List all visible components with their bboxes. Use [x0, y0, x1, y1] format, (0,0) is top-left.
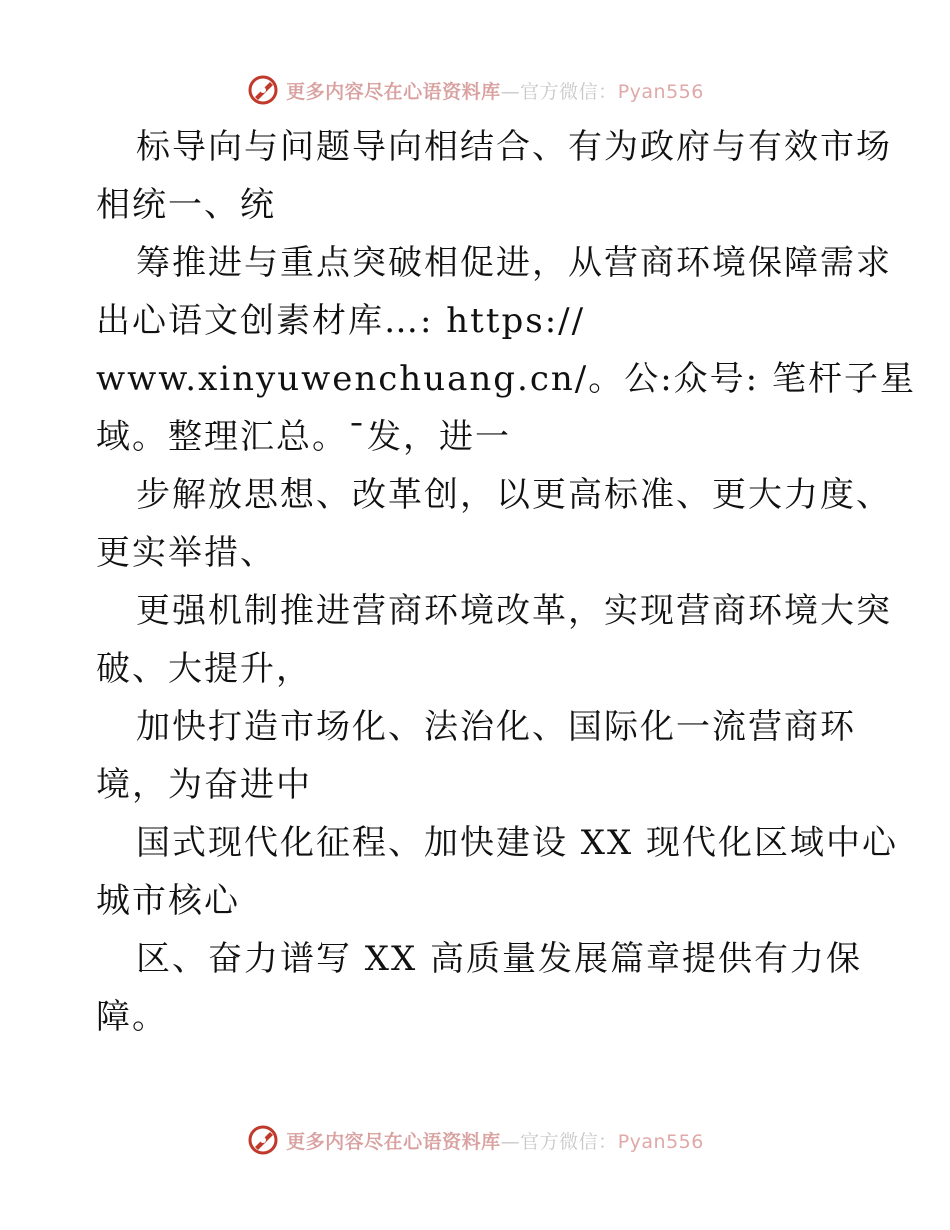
text-line: 更强机制推进营商环境改革，实现营商环境大突: [136, 591, 892, 631]
text-line: 更实举措、: [96, 533, 276, 573]
pen-logo-icon: [246, 1123, 280, 1157]
text-line: 区、奋力谱写 XX 高质量发展篇章提供有力保: [136, 939, 863, 979]
text-line: 城市核心: [96, 881, 240, 921]
text-line: 境，为奋进中: [96, 765, 312, 805]
watermark-main: 更多内容尽在心语资料库: [286, 1130, 501, 1153]
pen-logo-icon: [246, 73, 280, 107]
watermark-wechat-label: 官方微信：: [520, 80, 618, 103]
watermark-wechat-id: Pyan556: [617, 1130, 704, 1153]
text-line: 国式现代化征程、加快建设 XX 现代化区域中心: [136, 823, 899, 863]
text-line: 域。整理汇总。¯发，进一: [96, 417, 511, 457]
text-line: 相统一、统: [96, 185, 276, 225]
text-line: www.xinyuwenchuang.cn/。公:众号: 笔杆子星: [96, 359, 916, 399]
header-watermark: [0, 70, 950, 110]
text-line: 出心语文创素材库…: https://: [96, 301, 586, 341]
text-line: 标导向与问题导向相结合、有为政府与有效市场: [136, 127, 892, 167]
document-body: [96, 118, 916, 1046]
text-line: 加快打造市场化、法治化、国际化一流营商环: [136, 707, 856, 747]
watermark-separator: —: [500, 80, 521, 103]
text-line: 筹推进与重点突破相促进，从营商环境保障需求: [136, 243, 892, 283]
watermark-text: [286, 1127, 704, 1154]
text-line: 障。: [96, 997, 168, 1037]
text-line: 步解放思想、改革创，以更高标准、更大力度、: [136, 475, 892, 515]
watermark-wechat-label: 官方微信：: [520, 1130, 618, 1153]
watermark-main: 更多内容尽在心语资料库: [286, 80, 501, 103]
text-line: 破、大提升，: [96, 649, 312, 689]
watermark-wechat-id: Pyan556: [617, 80, 704, 103]
watermark-separator: —: [500, 1130, 521, 1153]
footer-watermark: [0, 1120, 950, 1160]
watermark-text: [286, 77, 704, 104]
